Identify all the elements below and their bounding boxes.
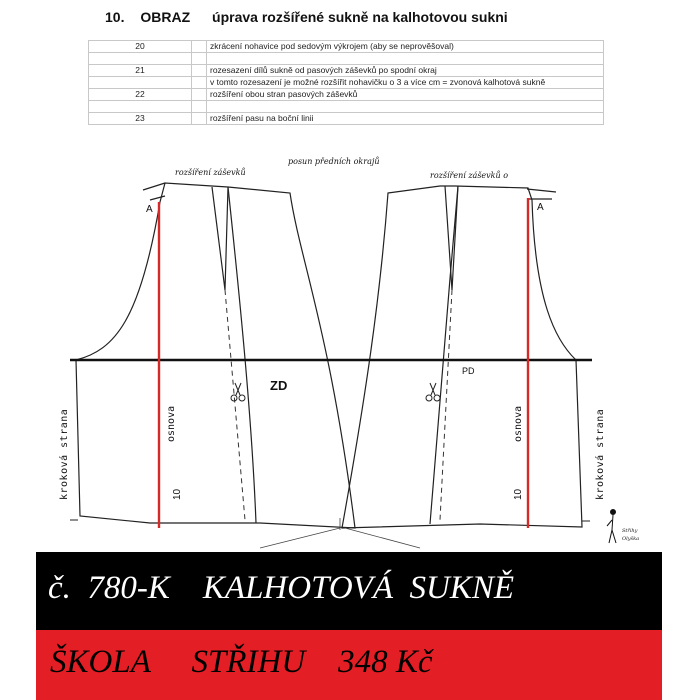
step-text [207, 101, 604, 113]
table-row [89, 41, 604, 53]
step-text: zkrácení nohavice pod sedovým výkrojem (aby se neprověšoval) [207, 41, 604, 53]
left-dart [212, 187, 228, 290]
step-number [89, 101, 192, 113]
label-measure-right: 10 [513, 488, 524, 500]
figure-label: OBRAZ [140, 9, 191, 25]
step-number: 21 [89, 65, 192, 77]
table-row [89, 101, 604, 113]
pattern-outlines [76, 183, 582, 528]
label-crotch-side-right: kroková strana [595, 408, 606, 500]
step-text: rozesazení dílů sukně od pasových záševků po spodní okraj [207, 65, 604, 77]
logo-text-1: Střihy [622, 528, 638, 534]
figure-title: úprava rozšířené sukně na kalhotovou sukni [212, 9, 508, 25]
table-row [89, 89, 604, 101]
label-dart-widen-left: rozšíření záševků [175, 168, 246, 177]
left-piece-outline [76, 183, 355, 528]
grain-lines [159, 198, 528, 528]
left-waist-extension [143, 183, 165, 200]
label-pd: PD [462, 366, 475, 376]
table-row [89, 113, 604, 125]
label-grain-right: osnova [513, 405, 524, 442]
label-crotch-side-left: kroková strana [59, 408, 70, 500]
table-row [89, 65, 604, 77]
pattern-diagram [0, 150, 700, 550]
step-number: 23 [89, 113, 192, 125]
logo-text-2: Olyška [622, 536, 640, 542]
step-number: 20 [89, 41, 192, 53]
label-front-shift: posun předních okrajů [288, 157, 380, 166]
step-number [89, 53, 192, 65]
product-title: č. 780-K KALHOTOVÁ SUKNĚ [48, 570, 514, 606]
left-panel-line [228, 187, 256, 523]
step-text [207, 53, 604, 65]
page-heading [105, 9, 508, 25]
point-a-left: A [146, 204, 153, 215]
center-notch [260, 518, 420, 548]
figure-number: 10. [105, 9, 125, 25]
step-number [89, 77, 192, 89]
step-text: rozšíření pasu na boční linii [207, 113, 604, 125]
step-text: rozšíření obou stran pasových záševků [207, 89, 604, 101]
logo-figure-icon [607, 510, 616, 544]
label-zd: ZD [270, 378, 288, 393]
hem-marks [70, 520, 590, 521]
table-row [89, 77, 604, 89]
step-number: 22 [89, 89, 192, 101]
dashed-guides [225, 290, 452, 520]
step-text: v tomto rozesazení je možné rozšířit nohavičku o 3 a více cm = zvonová kalhotová sukně [207, 77, 604, 89]
label-measure-left: 10 [172, 488, 183, 500]
product-price-line: ŠKOLA STŘIHU 348 Kč [50, 644, 433, 680]
point-a-right: A [537, 202, 544, 213]
label-grain-left: osnova [166, 405, 177, 442]
steps-table [88, 40, 604, 125]
right-panel-line [430, 186, 458, 524]
label-dart-widen-right: rozšíření záševků o [430, 171, 509, 180]
right-piece-outline [342, 186, 582, 528]
table-row [89, 53, 604, 65]
